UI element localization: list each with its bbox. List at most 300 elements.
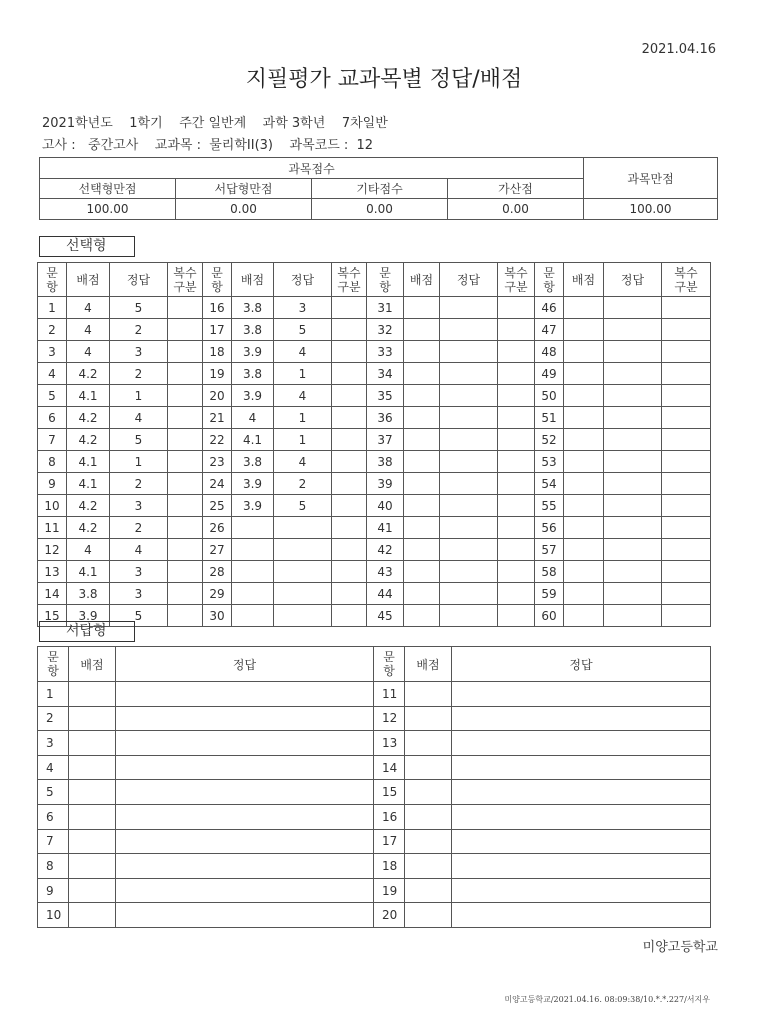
answer-cell [440,451,498,473]
answer-cell [604,429,662,451]
multi-answer-cell [498,319,535,341]
score-header: 배점 [232,263,274,297]
question-number-header [535,263,564,297]
question-number: 21 [203,407,232,429]
answer-cell: 5 [110,605,168,627]
answer-cell [604,363,662,385]
header-q-line2: 항 [46,279,58,294]
score-cell [405,878,452,903]
header-multi-line2: 구분 [504,279,528,294]
score-cell [69,903,116,928]
score-cell: 4.1 [67,473,110,495]
multi-answer-header [332,263,367,297]
answer-cell: 1 [274,429,332,451]
multi-answer-cell [498,363,535,385]
score-cell [404,561,440,583]
multi-answer-cell [332,495,367,517]
answer-cell [440,495,498,517]
score-cell [564,385,604,407]
score-cell [404,319,440,341]
answer-cell [116,706,374,731]
multi-answer-cell [662,363,711,385]
question-number: 34 [367,363,404,385]
print-info: 미양고등학교/2021.04.16. 08:09:38/10.*.*.227/서지우 [504,995,710,1004]
score-cell [564,561,604,583]
score-cell: 3.9 [232,473,274,495]
question-number: 37 [367,429,404,451]
mc-row [38,363,711,385]
question-number: 35 [367,385,404,407]
multi-answer-cell [168,473,203,495]
score-cell [564,297,604,319]
multi-answer-cell [498,385,535,407]
multi-answer-cell [498,495,535,517]
answer-cell [274,561,332,583]
question-number: 4 [38,755,69,780]
score-column-header: 기타점수 [312,179,448,199]
question-number-header [367,263,404,297]
score-cell [564,495,604,517]
multi-answer-cell [332,539,367,561]
question-number: 20 [374,903,405,928]
question-number: 31 [367,297,404,319]
question-number: 14 [38,583,67,605]
score-cell [564,429,604,451]
question-number: 57 [535,539,564,561]
question-number: 12 [38,539,67,561]
multi-answer-header [662,263,711,297]
question-number: 15 [374,780,405,805]
score-cell [405,682,452,707]
score-cell [232,539,274,561]
multi-answer-cell [498,451,535,473]
score-cell [69,731,116,756]
answer-cell [274,517,332,539]
answer-cell [604,341,662,363]
answer-cell: 4 [274,341,332,363]
header-q-line2: 항 [211,279,223,294]
answer-cell: 2 [110,517,168,539]
multi-answer-cell [498,605,535,627]
answer-cell [116,780,374,805]
question-number: 10 [38,495,67,517]
answer-cell [604,407,662,429]
score-cell [564,341,604,363]
answer-cell [604,319,662,341]
score-cell: 3.8 [232,451,274,473]
answer-cell [116,854,374,879]
header-q-line2: 항 [543,279,555,294]
answer-cell [604,517,662,539]
school-name: 미양고등학교 [642,940,718,955]
header-q-line1: 문 [46,265,58,280]
question-number: 22 [203,429,232,451]
score-cell: 4 [67,297,110,319]
question-number: 41 [367,517,404,539]
multi-answer-cell [662,407,711,429]
info-line-term: 2021학년도 1학기 주간 일반계 과학 3학년 7차일반 [42,116,388,131]
question-number: 1 [38,297,67,319]
multi-answer-cell [332,341,367,363]
answer-cell [440,473,498,495]
question-number: 45 [367,605,404,627]
question-number: 13 [38,561,67,583]
multi-answer-header [498,263,535,297]
sa-row [38,706,711,731]
score-cell [69,755,116,780]
score-cell [232,561,274,583]
multi-answer-cell [662,605,711,627]
answer-cell [452,706,711,731]
score-cell [564,363,604,385]
question-number: 16 [374,804,405,829]
answer-cell [116,731,374,756]
multi-answer-cell [168,495,203,517]
mc-row [38,583,711,605]
answer-cell: 1 [274,363,332,385]
multi-answer-cell [498,429,535,451]
score-cell: 4 [232,407,274,429]
answer-cell [452,731,711,756]
score-value: 0.00 [312,199,448,220]
multi-answer-cell [168,407,203,429]
score-cell [564,583,604,605]
multi-answer-cell [332,451,367,473]
header-q-line2: 항 [47,664,59,678]
score-cell [232,605,274,627]
score-cell: 4.1 [67,561,110,583]
score-cell: 4.2 [67,495,110,517]
question-number: 36 [367,407,404,429]
multi-answer-cell [168,539,203,561]
header-multi-line2: 구분 [337,279,361,294]
score-header: 배점 [67,263,110,297]
answer-cell: 5 [274,495,332,517]
answer-cell [604,583,662,605]
question-number: 7 [38,429,67,451]
question-number: 11 [374,682,405,707]
multi-answer-cell [332,319,367,341]
answer-cell [604,473,662,495]
score-cell [69,682,116,707]
score-cell [564,539,604,561]
sa-row [38,878,711,903]
score-cell [69,706,116,731]
answer-cell [440,363,498,385]
question-number: 47 [535,319,564,341]
score-cell [232,517,274,539]
question-number: 15 [38,605,67,627]
score-cell: 4 [67,341,110,363]
answer-cell [604,385,662,407]
answer-cell: 4 [274,451,332,473]
score-cell [405,780,452,805]
header-multi-line2: 구분 [173,279,197,294]
answer-header: 정답 [116,647,374,682]
question-number: 16 [203,297,232,319]
header-q-line2: 항 [379,279,391,294]
question-number-header [38,647,69,682]
info-line-exam: 고사 : 중간고사 교과목 : 물리학II(3) 과목코드 : 12 [42,138,374,153]
question-number: 60 [535,605,564,627]
header-multi-line1: 복수 [674,265,698,280]
question-number: 5 [38,385,67,407]
answer-cell [274,605,332,627]
question-number: 25 [203,495,232,517]
score-cell [69,780,116,805]
question-number-header [374,647,405,682]
score-cell: 4 [67,319,110,341]
sa-row [38,780,711,805]
question-number: 24 [203,473,232,495]
sa-section-label: 서답형 [39,621,135,642]
answer-cell: 2 [110,473,168,495]
multi-answer-cell [168,429,203,451]
mc-row [38,473,711,495]
header-q-line1: 문 [383,650,395,664]
score-column-header: 선택형만점 [40,179,176,199]
answer-cell: 3 [110,583,168,605]
multi-answer-cell [332,605,367,627]
question-number: 4 [38,363,67,385]
multi-answer-cell [168,583,203,605]
header-q-line1: 문 [379,265,391,280]
answer-header: 정답 [274,263,332,297]
answer-cell: 5 [110,297,168,319]
multi-answer-cell [168,451,203,473]
question-number: 8 [38,451,67,473]
question-number-header [38,263,67,297]
answer-cell: 5 [274,319,332,341]
answer-cell: 2 [110,363,168,385]
mc-row [38,539,711,561]
multi-answer-cell [168,297,203,319]
answer-cell [452,682,711,707]
total-score-header: 과목만점 [584,158,718,199]
answer-cell [452,804,711,829]
question-number: 1 [38,682,69,707]
answer-cell: 2 [110,319,168,341]
answer-cell [440,319,498,341]
score-cell [404,407,440,429]
question-number: 23 [203,451,232,473]
answer-cell [116,682,374,707]
question-number: 53 [535,451,564,473]
score-cell [405,706,452,731]
score-column-header: 가산점 [448,179,584,199]
question-number: 32 [367,319,404,341]
score-header: 배점 [405,647,452,682]
score-value: 100.00 [40,199,176,220]
multi-answer-cell [332,561,367,583]
answer-cell [440,583,498,605]
multi-answer-cell [332,385,367,407]
mc-row [38,495,711,517]
mc-row [38,385,711,407]
score-cell [404,451,440,473]
mc-row [38,605,711,627]
answer-cell [452,755,711,780]
score-cell [564,319,604,341]
score-cell: 3.9 [232,495,274,517]
question-number: 17 [203,319,232,341]
answer-cell [440,341,498,363]
score-cell: 3.8 [232,319,274,341]
multi-answer-cell [498,473,535,495]
answer-cell [440,407,498,429]
mc-row [38,297,711,319]
score-cell: 4 [67,539,110,561]
multi-answer-cell [498,517,535,539]
header-multi-line2: 구분 [674,279,698,294]
score-cell: 4.1 [67,385,110,407]
answer-cell [116,755,374,780]
answer-cell: 3 [110,341,168,363]
sa-row [38,804,711,829]
mc-row [38,429,711,451]
score-cell [404,495,440,517]
score-cell: 4.2 [67,363,110,385]
question-number: 7 [38,829,69,854]
question-number: 27 [203,539,232,561]
question-number: 48 [535,341,564,363]
score-cell [564,517,604,539]
answer-cell [116,878,374,903]
multi-answer-cell [662,341,711,363]
answer-cell: 1 [110,385,168,407]
answer-cell: 3 [274,297,332,319]
multi-answer-cell [498,297,535,319]
score-cell: 3.8 [232,363,274,385]
header-q-line1: 문 [543,265,555,280]
score-column-header: 서답형만점 [176,179,312,199]
answer-cell [452,780,711,805]
question-number: 18 [374,854,405,879]
question-number: 18 [203,341,232,363]
multi-answer-cell [498,539,535,561]
score-group-header: 과목점수 [40,158,584,179]
question-number: 46 [535,297,564,319]
answer-cell [452,903,711,928]
mc-row [38,561,711,583]
multi-answer-cell [662,561,711,583]
answer-cell [440,539,498,561]
question-number: 11 [38,517,67,539]
score-cell: 3.8 [232,297,274,319]
header-q-line2: 항 [383,664,395,678]
answer-cell [440,385,498,407]
multi-answer-cell [662,451,711,473]
question-number: 55 [535,495,564,517]
question-number: 40 [367,495,404,517]
sa-answer-table [37,646,711,928]
score-value: 0.00 [176,199,312,220]
answer-cell [440,561,498,583]
answer-cell [604,605,662,627]
score-header: 배점 [404,263,440,297]
score-cell [69,804,116,829]
score-cell: 3.9 [67,605,110,627]
score-cell [405,755,452,780]
score-cell [404,517,440,539]
question-number: 9 [38,473,67,495]
header-multi-line1: 복수 [337,265,361,280]
question-number: 52 [535,429,564,451]
question-number: 3 [38,731,69,756]
mc-section-label: 선택형 [39,236,135,257]
mc-row [38,451,711,473]
answer-header: 정답 [452,647,711,682]
score-cell: 4.2 [67,407,110,429]
answer-cell [604,539,662,561]
answer-cell: 3 [110,495,168,517]
question-number: 56 [535,517,564,539]
score-cell [404,473,440,495]
multi-answer-cell [498,407,535,429]
multi-answer-cell [662,539,711,561]
score-cell [404,429,440,451]
multi-answer-cell [662,583,711,605]
answer-cell: 4 [274,385,332,407]
score-cell [404,539,440,561]
question-number: 12 [374,706,405,731]
multi-answer-cell [662,517,711,539]
score-cell [405,829,452,854]
question-number: 8 [38,854,69,879]
multi-answer-cell [168,363,203,385]
question-number: 19 [374,878,405,903]
mc-answer-table [37,262,711,627]
score-cell [404,605,440,627]
answer-cell [440,605,498,627]
document-date: 2021.04.16 [641,42,716,57]
multi-answer-cell [168,517,203,539]
score-cell [404,341,440,363]
question-number: 51 [535,407,564,429]
question-number: 13 [374,731,405,756]
question-number: 49 [535,363,564,385]
question-number: 26 [203,517,232,539]
answer-cell [274,583,332,605]
total-score-value: 100.00 [584,199,718,220]
answer-cell: 2 [274,473,332,495]
page-title: 지필평가 교과목별 정답/배점 [245,67,523,92]
sa-row [38,829,711,854]
answer-cell: 4 [110,539,168,561]
multi-answer-cell [662,429,711,451]
answer-header: 정답 [604,263,662,297]
question-number: 3 [38,341,67,363]
question-number: 9 [38,878,69,903]
score-cell [564,473,604,495]
header-multi-line1: 복수 [504,265,528,280]
multi-answer-cell [332,517,367,539]
score-value: 0.00 [448,199,584,220]
multi-answer-header [168,263,203,297]
answer-cell [604,451,662,473]
multi-answer-cell [168,605,203,627]
header-multi-line1: 복수 [173,265,197,280]
question-number: 39 [367,473,404,495]
header-q-line1: 문 [211,265,223,280]
question-number: 28 [203,561,232,583]
multi-answer-cell [498,561,535,583]
answer-cell: 4 [110,407,168,429]
score-header: 배점 [69,647,116,682]
question-number: 50 [535,385,564,407]
score-cell [405,903,452,928]
header-q-line1: 문 [47,650,59,664]
